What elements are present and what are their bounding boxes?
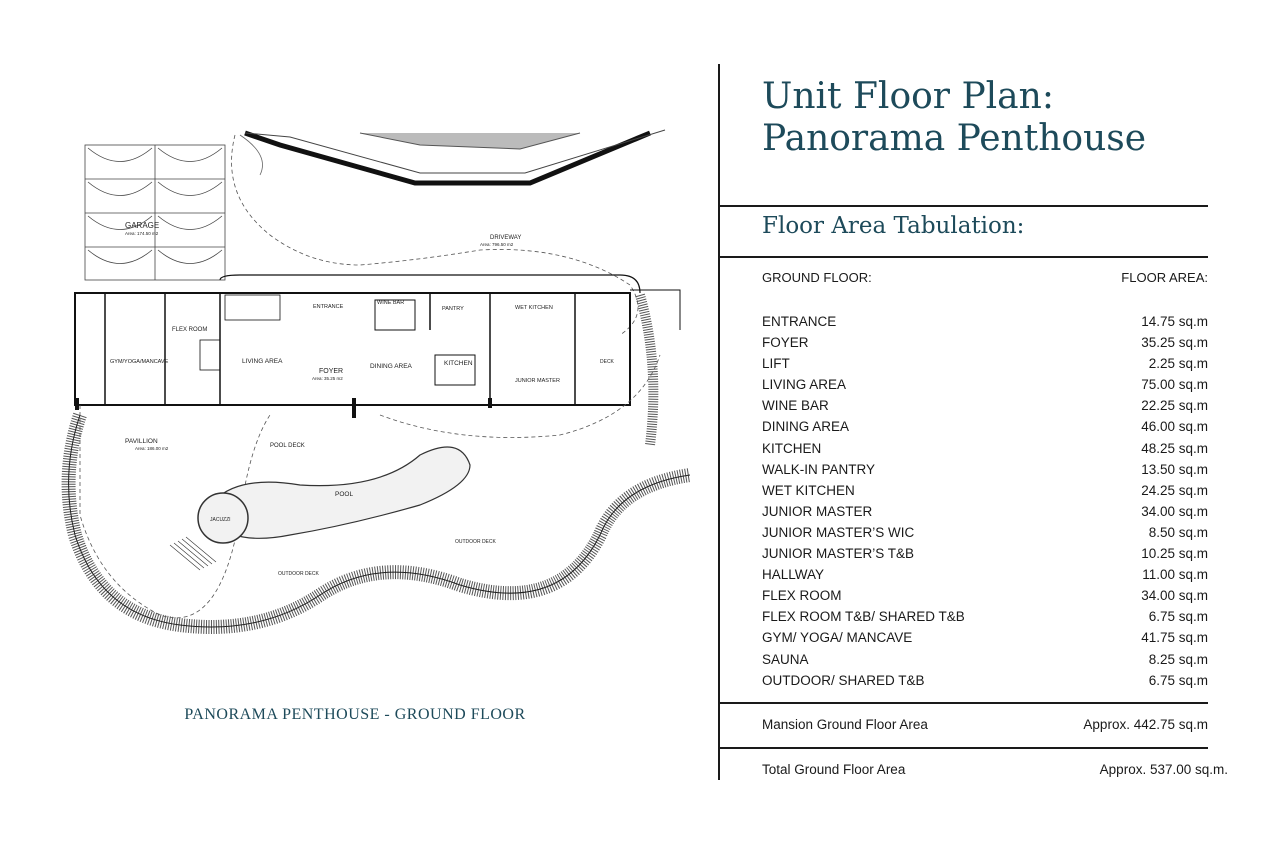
table-row: [762, 606, 1208, 627]
row-area: 34.00 sq.m: [1141, 588, 1208, 604]
total-value: Approx. 537.00 sq.m.: [1099, 762, 1228, 777]
row-area: 8.25 sq.m: [1148, 651, 1208, 667]
jacuzzi-label: JACUZZI: [210, 517, 231, 523]
outdoor-deck-label-2: OUTDOOR DECK: [455, 539, 496, 545]
wet-kitchen-label: WET KITCHEN: [515, 305, 553, 311]
wine-bar-label: WINE BAR: [377, 300, 405, 306]
mansion-value: Approx. 442.75 sq.m: [1083, 717, 1208, 732]
summary-divider-1: [720, 702, 1208, 704]
table-row: [762, 459, 1208, 480]
row-area: 24.25 sq.m: [1141, 482, 1208, 498]
row-area: 35.25 sq.m: [1141, 335, 1208, 351]
outdoor-deck-label-1: OUTDOOR DECK: [278, 571, 319, 577]
foyer-label: FOYER: [319, 368, 344, 375]
row-name: LIVING AREA: [762, 377, 847, 393]
living-area-label: LIVING AREA: [242, 358, 283, 365]
table-row: [762, 438, 1208, 459]
row-area: 46.00 sq.m: [1141, 419, 1208, 435]
row-area: 8.50 sq.m: [1148, 524, 1208, 540]
row-name: KITCHEN: [762, 440, 822, 456]
gym-label: GYM/YOGA/MANCAVE: [110, 359, 169, 365]
row-name: LIFT: [762, 356, 790, 372]
table-row: [762, 585, 1208, 606]
garage-label: GARAGE: [125, 221, 160, 230]
row-area: 11.00 sq.m: [1142, 567, 1208, 583]
table-header-divider: [720, 256, 1208, 258]
page-title-line-2: Panorama Penthouse: [762, 118, 1147, 159]
mansion-ground-floor-row: [762, 717, 1208, 732]
row-area: 41.75 sq.m: [1141, 630, 1208, 646]
table-row: [762, 480, 1208, 501]
row-name: GYM/ YOGA/ MANCAVE: [762, 630, 913, 646]
column-header-floor-area: FLOOR AREA:: [1121, 270, 1208, 285]
row-name: FLEX ROOM T&B/ SHARED T&B: [762, 609, 965, 625]
junior-master-label: JUNIOR MASTER: [515, 378, 560, 384]
floor-plan: [40, 115, 690, 675]
plan-caption: PANORAMA PENTHOUSE - GROUND FLOOR: [184, 706, 526, 723]
pavillion-label: PAVILLION: [125, 438, 158, 445]
row-name: FLEX ROOM: [762, 588, 842, 604]
foyer-area-label: Area: 35.25 m2: [312, 376, 343, 381]
row-name: FOYER: [762, 335, 809, 351]
mansion-label: Mansion Ground Floor Area: [762, 717, 928, 732]
row-area: 14.75 sq.m: [1141, 314, 1208, 329]
table-row: [762, 311, 1208, 332]
table-row: [762, 649, 1208, 670]
row-name: JUNIOR MASTER: [762, 503, 873, 519]
row-name: DINING AREA: [762, 419, 850, 435]
total-label: Total Ground Floor Area: [762, 762, 906, 777]
row-name: WET KITCHEN: [762, 482, 855, 498]
row-area: 10.25 sq.m: [1141, 546, 1208, 562]
row-area: 34.00 sq.m: [1141, 503, 1208, 519]
row-area: 6.75 sq.m: [1148, 609, 1208, 625]
pool-label: POOL: [335, 491, 354, 498]
table-row: [762, 416, 1208, 437]
row-area: 75.00 sq.m: [1141, 377, 1208, 393]
row-name: SAUNA: [762, 651, 809, 667]
row-name: JUNIOR MASTER’S WIC: [762, 524, 915, 540]
floor-plan-drawing: [40, 115, 690, 675]
entrance-label: ENTRANCE: [313, 304, 344, 310]
driveway-area-label: Area: 796.50 m2: [480, 242, 514, 247]
table-row: [762, 353, 1208, 374]
row-name: OUTDOOR/ SHARED T&B: [762, 672, 925, 688]
table-row: [762, 522, 1208, 543]
row-area: 2.25 sq.m: [1148, 356, 1208, 372]
row-name: ENTRANCE: [762, 314, 837, 329]
area-table: [762, 311, 1208, 691]
table-row: [762, 332, 1208, 353]
row-area: 48.25 sq.m: [1141, 440, 1208, 456]
total-ground-floor-row: [762, 762, 1228, 777]
row-name: JUNIOR MASTER’S T&B: [762, 546, 915, 562]
deck-label: DECK: [600, 359, 614, 365]
table-row: [762, 670, 1208, 691]
summary-divider-2: [720, 747, 1208, 749]
tabulation-title: Floor Area Tabulation:: [762, 213, 1025, 239]
row-name: HALLWAY: [762, 567, 825, 583]
column-header-ground-floor: GROUND FLOOR:: [762, 270, 872, 285]
kitchen-label: KITCHEN: [444, 360, 473, 367]
pool-deck-label: POOL DECK: [270, 443, 305, 449]
row-area: 22.25 sq.m: [1141, 398, 1208, 414]
pantry-label: PANTRY: [442, 306, 464, 312]
table-row: [762, 543, 1208, 564]
dining-area-label: DINING AREA: [370, 363, 412, 370]
table-header: [762, 270, 1208, 285]
pavillion-area-label: Area: 186.00 m2: [135, 446, 169, 451]
garage-area-label: Area: 174.50 m2: [125, 231, 159, 236]
vertical-divider: [718, 64, 720, 780]
row-area: 13.50 sq.m: [1141, 461, 1208, 477]
flex-room-label: FLEX ROOM: [172, 327, 208, 333]
title-divider: [720, 205, 1208, 207]
row-name: WALK-IN PANTRY: [762, 461, 876, 477]
table-row: [762, 501, 1208, 522]
row-area: 6.75 sq.m: [1148, 672, 1208, 688]
page-title: [762, 76, 1242, 160]
table-row: [762, 395, 1208, 416]
driveway-label: DRIVEWAY: [490, 235, 522, 241]
page-title-line-1: Unit Floor Plan:: [762, 76, 1054, 117]
table-row: [762, 627, 1208, 648]
table-row: [762, 564, 1208, 585]
row-name: WINE BAR: [762, 398, 829, 414]
table-row: [762, 374, 1208, 395]
